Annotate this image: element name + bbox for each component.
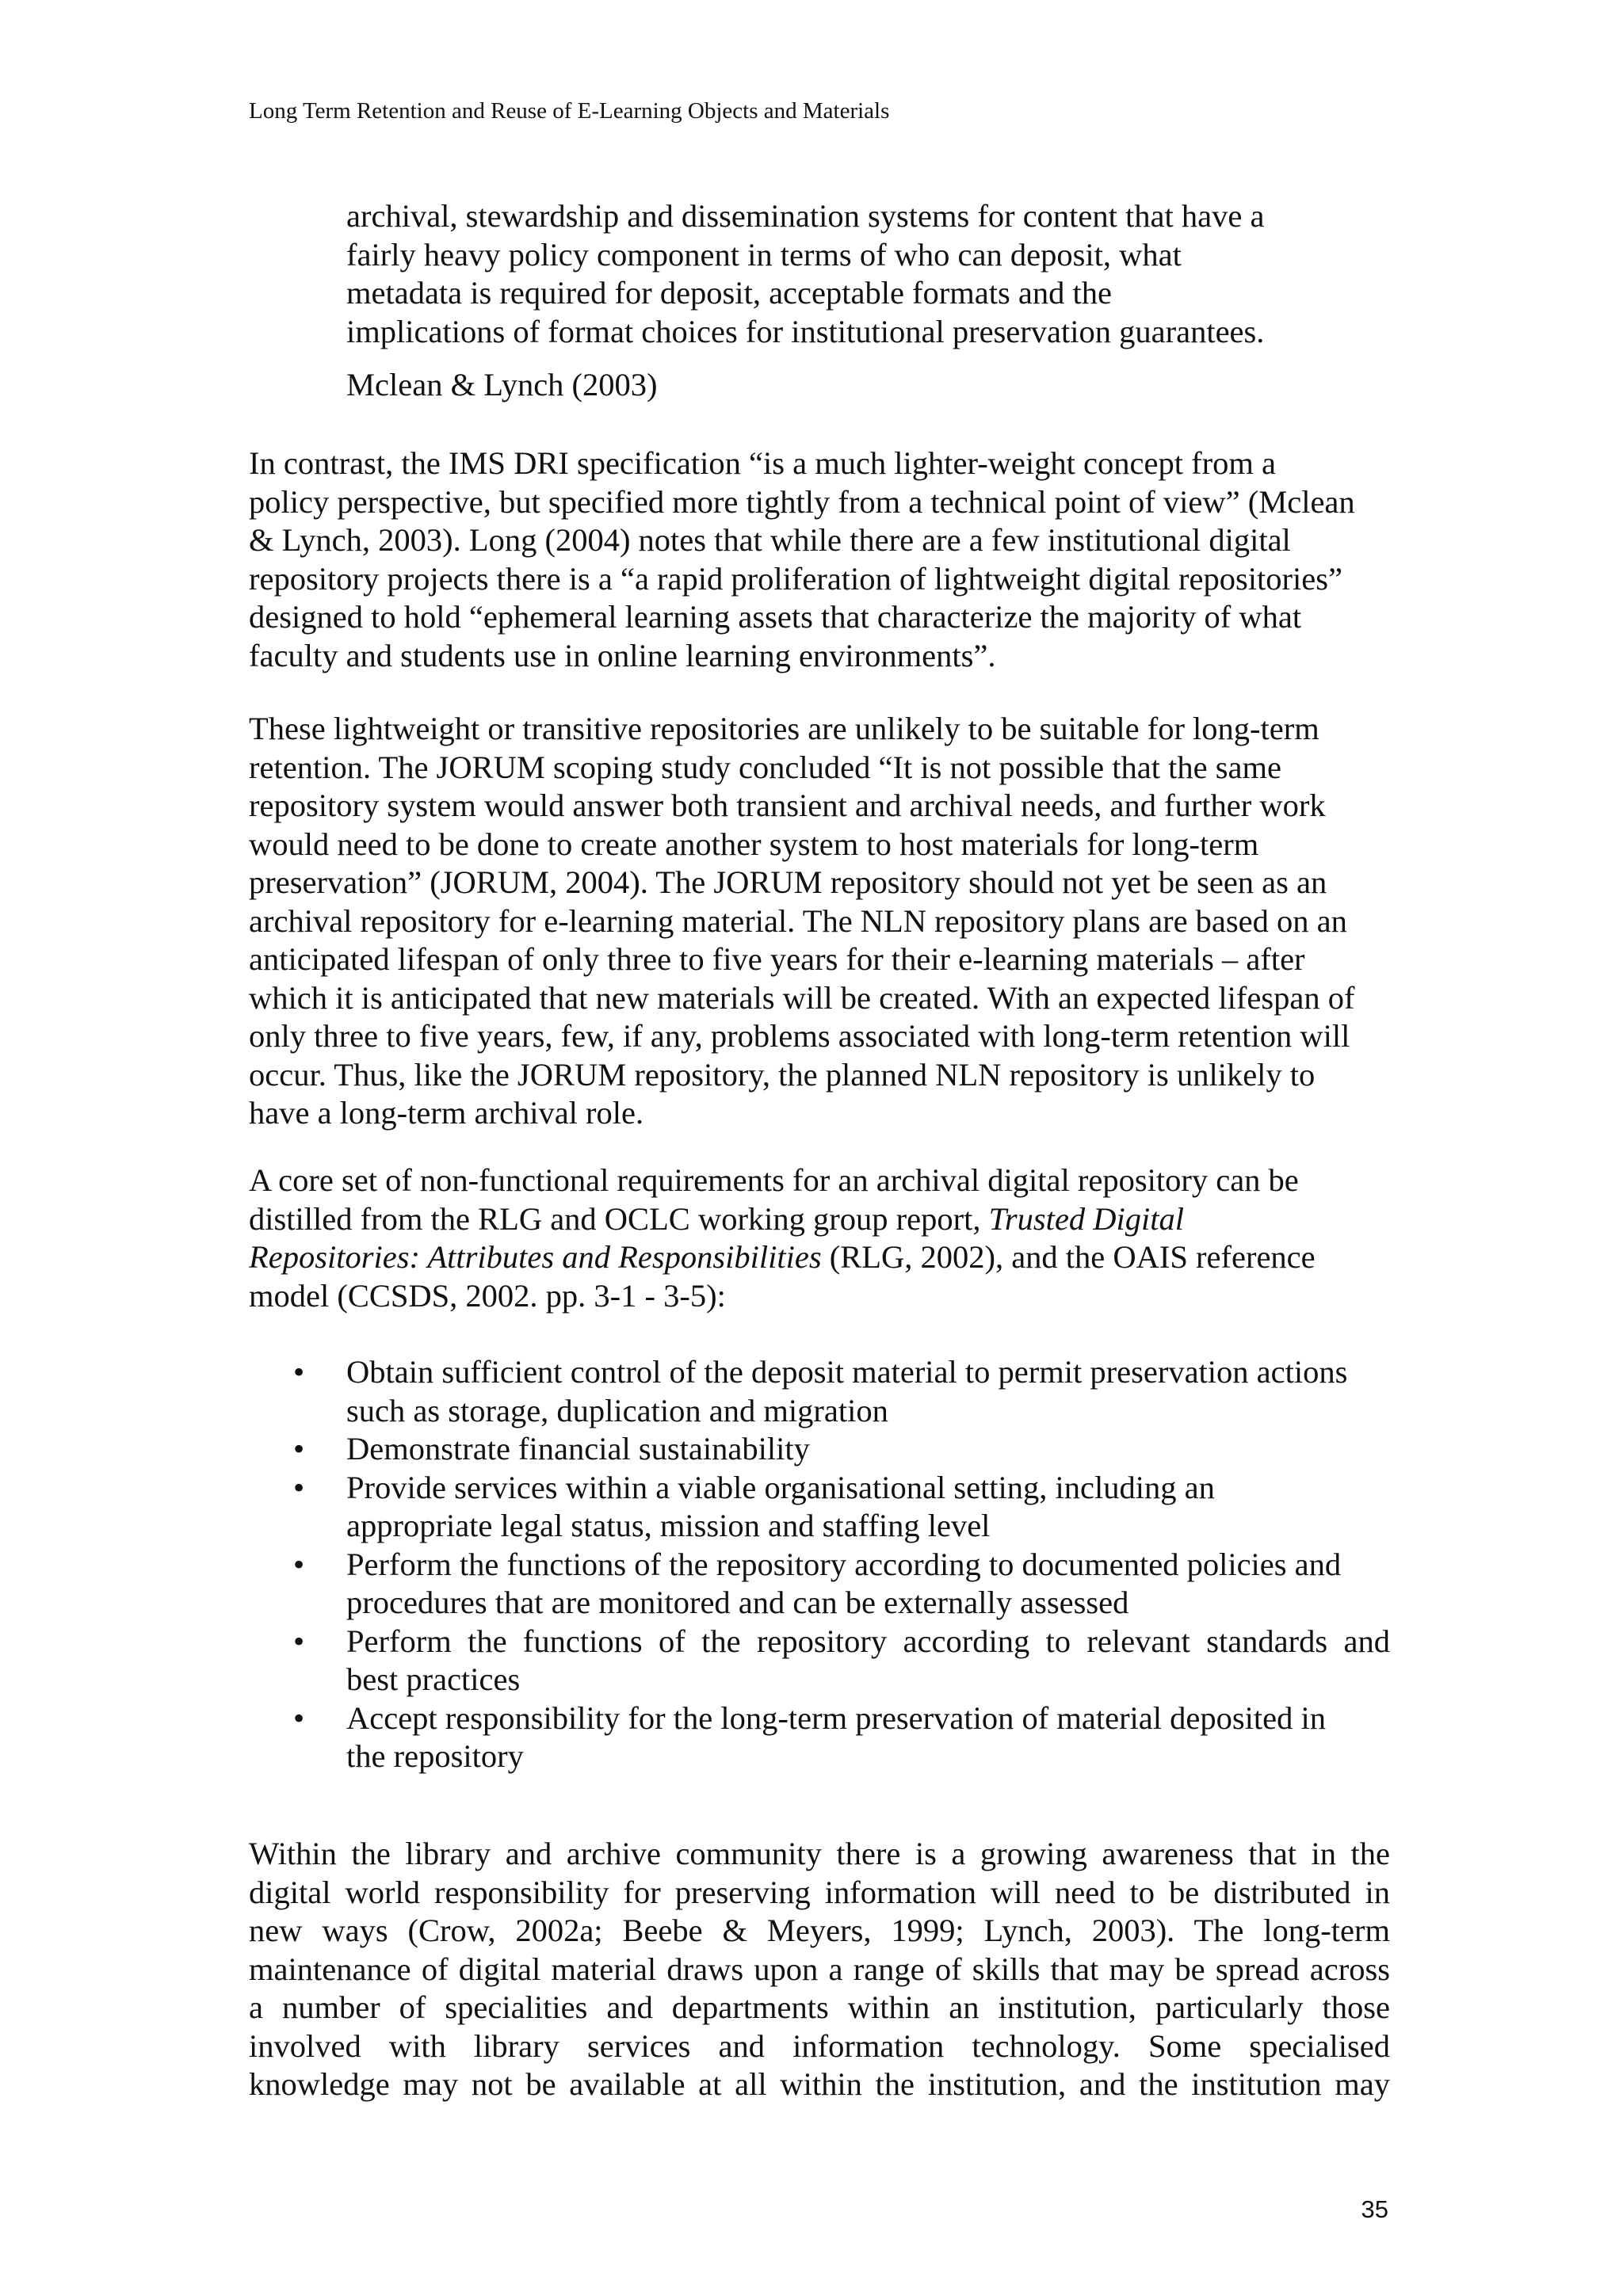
paragraph-line: which it is anticipated that new materials will be created. With an expected lifespan of (249, 979, 1355, 1016)
paragraph-ims-dri (249, 444, 1390, 675)
bullet-icon: • (293, 1431, 305, 1466)
list-item (249, 1353, 1390, 1430)
paragraph-line (249, 1238, 1390, 1277)
paragraph-line: Within the library and archive community there is a growing awareness that in the (249, 1836, 1390, 1871)
paragraph-line: & Lynch, 2003). Long (2004) notes that while there are a few institutional digital (249, 522, 1291, 558)
list-item-line: procedures that are monitored and can be externally assessed (346, 1585, 1129, 1620)
paragraph-line: only three to five years, few, if any, problems associated with long-term retention will (249, 1018, 1350, 1054)
paragraph-line: involved with library services and information technology. Some specialised (249, 2027, 1390, 2064)
list-item (249, 1469, 1390, 1546)
quote-line: archival, stewardship and dissemination systems for content that have a (346, 198, 1265, 234)
list-item (249, 1430, 1390, 1469)
quote-line: fairly heavy policy component in terms of who can deposit, what (346, 236, 1182, 273)
paragraph-line: A core set of non-functional requirements for an archival digital repository can be (249, 1162, 1299, 1198)
bullet-icon: • (293, 1354, 305, 1390)
paragraph-line: have a long-term archival role. (249, 1095, 644, 1131)
report-title: Trusted Digital (988, 1200, 1185, 1237)
list-item (249, 1623, 1390, 1699)
paragraph-lightweight-repositories (249, 710, 1390, 1133)
quote-citation: Mclean & Lynch (2003) (346, 367, 658, 402)
paragraph-line: repository projects there is a “a rapid proliferation of lightweight digital repositories” (249, 560, 1342, 597)
paragraph-line: anticipated lifespan of only three to five years for their e-learning materials – after (249, 941, 1305, 977)
list-item-line: Obtain sufficient control of the deposit material to permit preservation actions (346, 1354, 1348, 1390)
paragraph-line: These lightweight or transitive repositories are unlikely to be suitable for long-term (249, 711, 1319, 746)
list-item (249, 1546, 1390, 1623)
block-quote (346, 197, 1377, 351)
paragraph-line: maintenance of digital material draws upon a range of skills that may be spread across (249, 1951, 1390, 1987)
quote-line: metadata is required for deposit, acceptable formats and the (346, 275, 1112, 311)
paragraph-line: archival repository for e-learning material. The NLN repository plans are based on an (249, 902, 1347, 939)
paragraph-line: a number of specialities and departments within an institution, particularly those (249, 1989, 1390, 2025)
paragraph-distributed-responsibility (249, 1835, 1390, 2104)
paragraph-line: model (CCSDS, 2002. pp. 3-1 - 3-5): (249, 1277, 726, 1314)
paragraph-line: would need to be done to create another system to host materials for long-term (249, 826, 1259, 862)
paragraph-text: (RLG, 2002), and the OAIS reference (821, 1239, 1316, 1275)
paragraph-line: faculty and students use in online learning environments”. (249, 637, 996, 673)
paragraph-line: digital world responsibility for preserving information will need to be distributed in (249, 1874, 1390, 1910)
report-title: Repositories: Attributes and Responsibilities (249, 1239, 822, 1275)
bullet-icon: • (293, 1469, 305, 1505)
paragraph-text: distilled from the RLG and OCLC working group report, (249, 1200, 989, 1237)
list-item-line: Demonstrate financial sustainability (346, 1431, 810, 1466)
paragraph-line: knowledge may not be available at all within the institution, and the institution may (249, 2066, 1390, 2102)
bullet-icon: • (293, 1699, 305, 1736)
bullet-icon: • (293, 1546, 305, 1582)
paragraph-line: designed to hold “ephemeral learning assets that characterize the majority of what (249, 599, 1302, 635)
paragraph-line: In contrast, the IMS DRI specification “is a much lighter-weight concept from a (249, 445, 1276, 481)
quote-line: implications of format choices for institutional preservation guarantees. (346, 313, 1265, 349)
paragraph-line: preservation” (JORUM, 2004). The JORUM repository should not yet be seen as an (249, 864, 1327, 900)
paragraph-line: occur. Thus, like the JORUM repository, the planned NLN repository is unlikely to (249, 1056, 1316, 1093)
list-item-line: appropriate legal status, mission and staffing level (346, 1508, 991, 1543)
paragraph-line (249, 1200, 1390, 1239)
paragraph-line: policy perspective, but specified more tightly from a technical point of view” (Mclean (249, 483, 1355, 520)
list-item-line: Accept responsibility for the long-term preservation of material deposited in (346, 1699, 1327, 1736)
paragraph-line: repository system would answer both transient and archival needs, and further work (249, 788, 1326, 823)
list-item-line: best practices (346, 1661, 521, 1697)
list-item-line: Perform the functions of the repository according to relevant standards and (346, 1623, 1390, 1659)
list-item-line: such as storage, duplication and migration (346, 1392, 888, 1428)
paragraph-line: new ways (Crow, 2002a; Beebe & Meyers, 1999; Lynch, 2003). The long-term (249, 1913, 1390, 1948)
running-header: Long Term Retention and Reuse of E-Learning Objects and Materials (249, 98, 890, 124)
page-number: 35 (1361, 2195, 1388, 2223)
list-item-line: Provide services within a viable organisational setting, including an (346, 1469, 1215, 1505)
list-item-line: Perform the functions of the repository according to documented policies and (346, 1546, 1342, 1582)
requirements-list (249, 1353, 1390, 1776)
paragraph-core-requirements (249, 1161, 1390, 1315)
list-item-line: the repository (346, 1738, 524, 1774)
list-item (249, 1699, 1390, 1776)
paragraph-line: retention. The JORUM scoping study concluded “It is not possible that the same (249, 749, 1281, 785)
bullet-icon: • (293, 1623, 305, 1659)
